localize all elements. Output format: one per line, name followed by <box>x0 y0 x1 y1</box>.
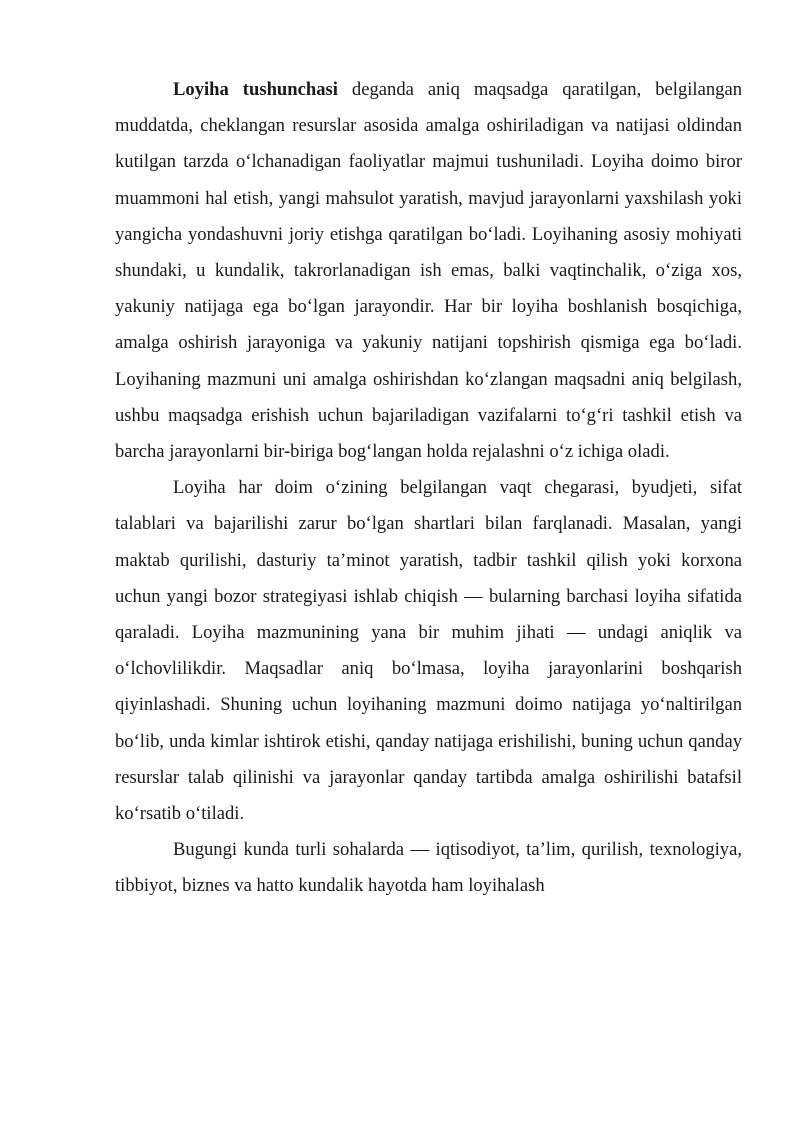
document-page <box>115 72 742 905</box>
paragraph-text: Loyiha har doim o‘zining belgilangan vaqt chegarasi, byudjeti, sifat talablari va bajarilishi zarur bo‘lgan shartlari bilan farqlanadi. Masalan, yangi maktab qurilishi, dasturiy ta’minot yaratish, tadbir tashkil qilish yoki korxona uchun yangi bozor strategiyasi ishlab chiqish — bularning barchasi loyiha sifatida qaraladi. Loyiha mazmunining yana bir muhim jihati — undagi aniqlik va o‘lchovlilikdir. Maqsadlar aniq bo‘lmasa, loyiha jarayonlarini boshqarish qiyinlashadi. Shuning uchun loyihaning mazmuni doimo natijaga yo‘naltirilgan bo‘lib, unda kimlar ishtirok etishi, qanday natijaga erishilishi, buning uchun qanday resurslar talab qilinishi va jarayonlar qanday tartibda amalga oshirilishi batafsil ko‘rsatib o‘tiladi. <box>115 477 742 825</box>
paragraph-project-concept <box>115 72 742 470</box>
paragraph-text: Bugungi kunda turli sohalarda — iqtisodiyot, ta’lim, qurilish, texnologiya, tibbiyot, biznes va hatto kundalik hayotda ham loyihalash <box>115 839 742 897</box>
paragraph-today <box>115 832 742 904</box>
term-project-concept: Loyiha tushunchasi <box>173 79 338 100</box>
paragraph-text: deganda aniq maqsadga qaratilgan, belgilangan muddatda, cheklangan resurslar asosida amalga oshiriladigan va natijasi oldindan kutilgan tarzda o‘lchanadigan faoliyatlar majmui tushuniladi. Loyiha doimo biror muammoni hal etish, yangi mahsulot yaratish, mavjud jarayonlarni yaxshilash yoki yangicha yondashuvni joriy etishga qaratilgan bo‘ladi. Loyihaning asosiy mohiyati shundaki, u kundalik, takrorlanadigan ish emas, balki vaqtinchalik, o‘ziga xos, yakuniy natijaga ega bo‘lgan jarayondir. Har bir loyiha boshlanish bosqichiga, amalga oshirish jarayoniga va yakuniy natijani topshirish qismiga ega bo‘ladi. Loyihaning mazmuni uni amalga oshirishdan ko‘zlangan maqsadni aniq belgilash, ushbu maqsadga erishish uchun bajariladigan vazifalarni to‘g‘ri tashkil etish va barcha jarayonlarni bir-biriga bog‘langan holda rejalashni o‘z ichiga oladi. <box>115 79 742 463</box>
paragraph-project-features <box>115 470 742 832</box>
